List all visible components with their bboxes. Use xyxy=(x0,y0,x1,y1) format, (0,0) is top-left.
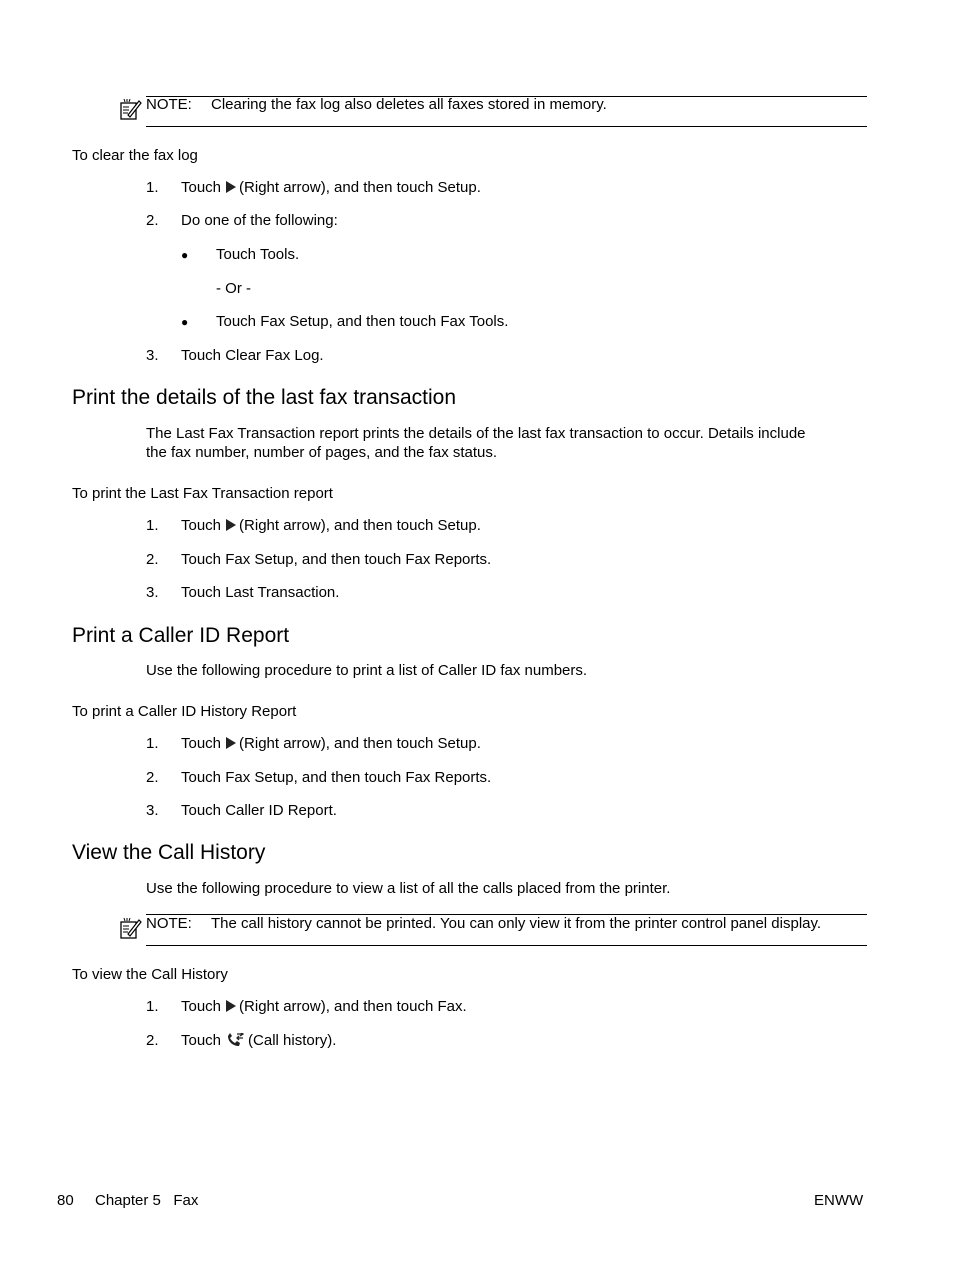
step-pre: Touch xyxy=(181,517,222,534)
step-text xyxy=(181,517,481,534)
step-pre: Touch xyxy=(181,769,222,786)
right-arrow-icon xyxy=(225,518,237,532)
step-number: 2. xyxy=(146,1032,159,1049)
ui-term: Fax xyxy=(437,998,463,1015)
step-number: 2. xyxy=(146,551,159,568)
punct: . xyxy=(332,802,337,819)
section-heading: Print the details of the last fax transaction xyxy=(72,386,457,409)
step-number: 1. xyxy=(146,735,159,752)
step-pre: Touch xyxy=(216,246,257,263)
step-text xyxy=(181,551,491,568)
step-post: (Right arrow), and then touch xyxy=(239,179,434,196)
step-text xyxy=(181,1032,336,1049)
ui-term: Setup xyxy=(437,179,477,196)
punct: . xyxy=(476,735,481,752)
list-item xyxy=(146,179,159,196)
step-pre: Touch xyxy=(181,1032,222,1049)
paragraph: Use the following procedure to view a list of all the calls placed from the printer. xyxy=(146,880,671,897)
step-mid: , and then touch xyxy=(293,769,402,786)
step-pre: Touch xyxy=(181,802,222,819)
procedure-title: To clear the fax log xyxy=(72,147,198,164)
step-post: (Call history). xyxy=(248,1032,337,1049)
step-text xyxy=(181,179,481,196)
step-number: 2. xyxy=(146,212,159,229)
step-mid: , and then touch xyxy=(293,551,402,568)
section-heading: View the Call History xyxy=(72,841,266,864)
step-number: 3. xyxy=(146,584,159,601)
punct: . xyxy=(319,347,324,364)
step-pre: Touch xyxy=(181,347,222,364)
right-arrow-icon xyxy=(225,736,237,750)
call-history-icon xyxy=(226,1033,244,1047)
note-text: The call history cannot be printed. You can only view it from the printer control panel display. xyxy=(211,915,822,932)
step-text xyxy=(181,769,491,786)
ui-term: Fax Tools xyxy=(440,313,505,330)
bullet-text xyxy=(216,313,508,330)
step-pre: Touch xyxy=(181,584,222,601)
note-label: NOTE: xyxy=(146,96,192,113)
step-number: 1. xyxy=(146,517,159,534)
step-number: 2. xyxy=(146,769,159,786)
step-text xyxy=(181,802,337,819)
or-separator: - Or - xyxy=(216,280,251,297)
punct: . xyxy=(294,246,300,263)
note-pencil-icon xyxy=(120,98,142,120)
ui-term: Fax Setup xyxy=(260,313,329,330)
note-text: Clearing the fax log also deletes all faxes stored in memory. xyxy=(211,96,607,113)
step-number: 3. xyxy=(146,347,159,364)
ui-term: Last Transaction xyxy=(225,584,336,601)
punct: . xyxy=(504,313,509,330)
step-text xyxy=(181,735,481,752)
ui-term: Fax Setup xyxy=(225,769,294,786)
ui-term: Fax Reports xyxy=(405,769,488,786)
step-post: (Right arrow), and then touch xyxy=(239,517,434,534)
note-label: NOTE: xyxy=(146,915,192,932)
step-text xyxy=(181,584,339,601)
step-text: Do one of the following: xyxy=(181,212,338,229)
bullet-text xyxy=(216,246,299,263)
right-arrow-icon xyxy=(225,999,237,1013)
note-bottom-rule xyxy=(146,945,867,946)
ui-term: Fax Reports xyxy=(405,551,488,568)
chapter-label: Chapter 5 Fax xyxy=(95,1192,199,1209)
step-number: 1. xyxy=(146,179,159,196)
paragraph: Use the following procedure to print a list of Caller ID fax numbers. xyxy=(146,662,588,679)
procedure-title: To print a Caller ID History Report xyxy=(72,703,297,720)
ui-term: Tools xyxy=(259,246,295,263)
ui-term: Clear Fax Log xyxy=(225,347,320,364)
step-post: (Right arrow), and then touch xyxy=(239,998,434,1015)
step-number: 1. xyxy=(146,998,159,1015)
bullet-icon: ● xyxy=(181,248,189,262)
punct: . xyxy=(476,517,481,534)
step-text xyxy=(181,347,324,364)
step-mid: , and then touch xyxy=(328,313,437,330)
step-pre: Touch xyxy=(216,313,257,330)
step-text xyxy=(181,998,467,1015)
punct: . xyxy=(476,179,481,196)
page-number: 80 xyxy=(57,1192,74,1209)
step-number: 3. xyxy=(146,802,159,819)
section-heading: Print a Caller ID Report xyxy=(72,624,290,647)
paragraph-line: the fax number, number of pages, and the fax status. xyxy=(146,444,498,461)
paragraph-line: The Last Fax Transaction report prints the details of the last fax transaction to occur. Details include xyxy=(146,425,806,442)
step-pre: Touch xyxy=(181,179,222,196)
ui-term: Caller ID Report xyxy=(225,802,333,819)
step-post: (Right arrow), and then touch xyxy=(239,735,434,752)
punct: . xyxy=(487,769,492,786)
note-pencil-icon xyxy=(120,917,142,939)
right-arrow-icon xyxy=(225,180,237,194)
procedure-title: To print the Last Fax Transaction report xyxy=(72,485,333,502)
locale-code: ENWW xyxy=(814,1192,864,1209)
procedure-title: To view the Call History xyxy=(72,966,228,983)
ui-term: Setup xyxy=(437,735,477,752)
note-bottom-rule xyxy=(146,126,867,127)
ui-term: Setup xyxy=(437,517,477,534)
punct: . xyxy=(462,998,467,1015)
step-pre: Touch xyxy=(181,551,222,568)
step-pre: Touch xyxy=(181,998,222,1015)
step-pre: Touch xyxy=(181,735,222,752)
punct: . xyxy=(487,551,492,568)
bullet-icon: ● xyxy=(181,315,189,329)
punct: . xyxy=(335,584,340,601)
ui-term: Fax Setup xyxy=(225,551,294,568)
